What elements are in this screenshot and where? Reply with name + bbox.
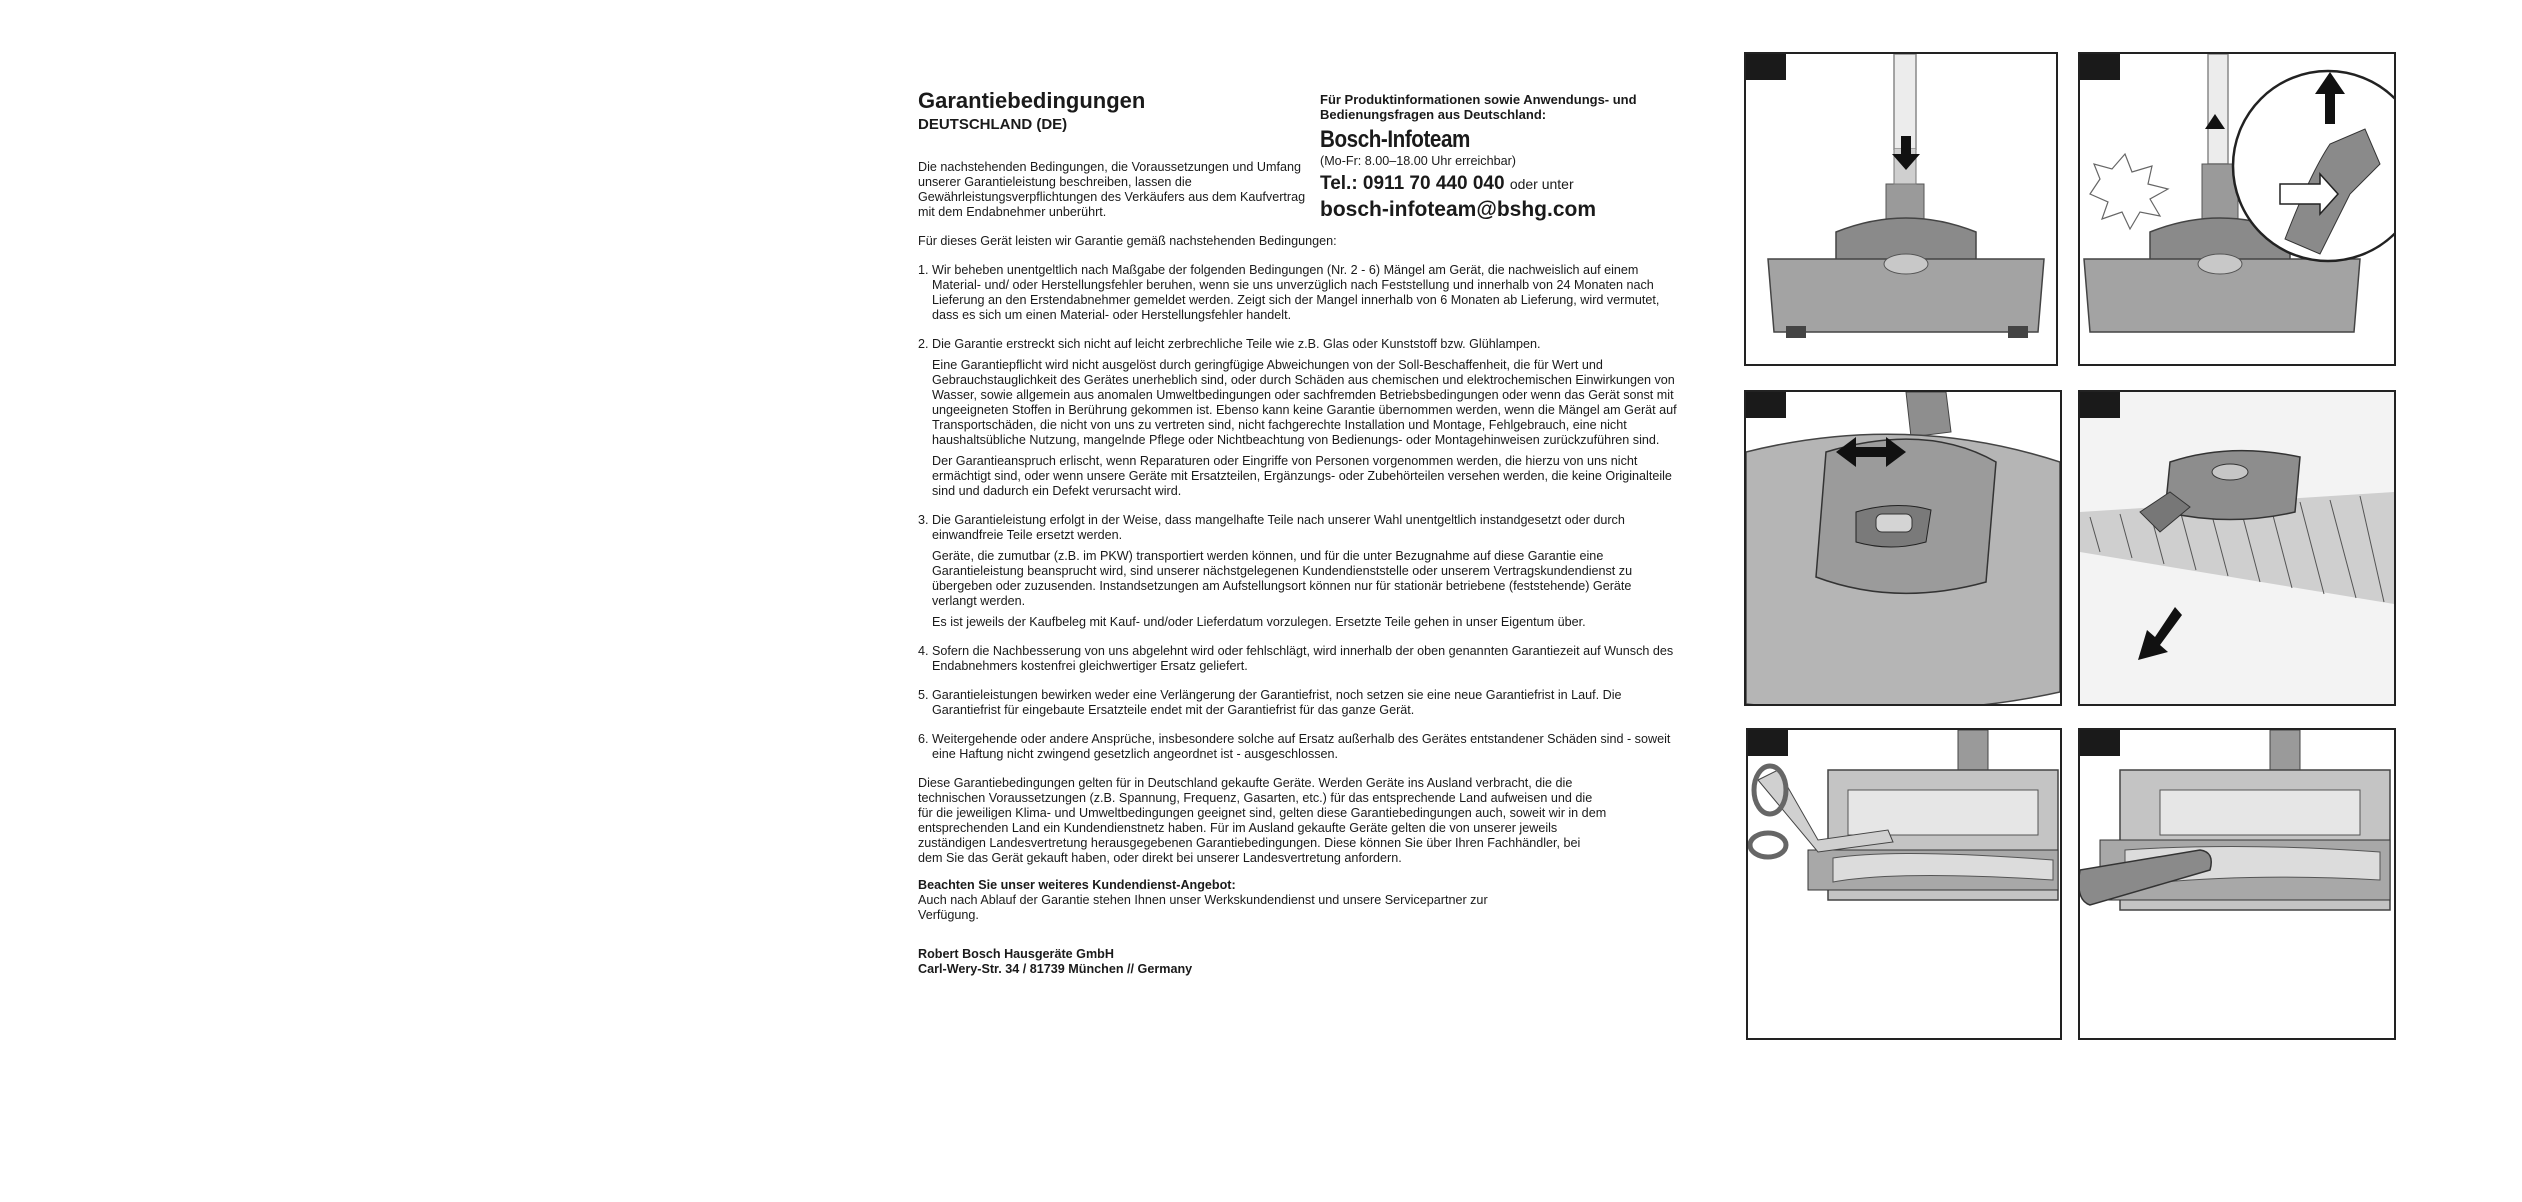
- conditions-list: [918, 263, 1678, 762]
- nozzle-attach-illustration: [1746, 54, 2056, 364]
- condition-number: 3.: [918, 513, 929, 527]
- condition-number: 2.: [918, 337, 929, 351]
- infoteam-lead: Für Produktinformationen sowie Anwendungs- und Bedienungsfragen aus Deutschland:: [1320, 92, 1637, 122]
- cleaning-roller-illustration: [2080, 730, 2394, 1038]
- phone-number: Tel.: 0911 70 440 040: [1320, 173, 1505, 194]
- nozzle-closeup-illustration: [1746, 392, 2060, 704]
- intro-paragraph: Die nachstehenden Bedingungen, die Voraussetzungen und Umfang unserer Garantieleistung beschreiben, lassen die Gewährleistungsverpflichtungen des Verkäufers aus dem Kaufvertrag mit dem Endabnehmer unberührt.: [918, 160, 1306, 219]
- company-address: Carl-Wery-Str. 34 / 81739 München // Germany: [918, 962, 1193, 976]
- condition-number: 4.: [918, 644, 929, 658]
- condition-number: 6.: [918, 732, 929, 746]
- condition-number: 5.: [918, 688, 929, 702]
- carpet-use-illustration: [2080, 392, 2394, 704]
- figure-panel-1: [1744, 52, 2058, 366]
- condition-text: Eine Garantiepflicht wird nicht ausgelöst durch geringfügige Abweichungen von der Soll-Beschaffenheit, die für Wert und Gebrauchstauglichkeit des Gerätes unerheblich sind, oder durch Schäden aus chemischen und elektrochemischen Einwirkungen von Wasser, sowie allgemein aus anomalen Umweltbedingungen oder sachfremden Betriebsbedingungen oder wenn das Gerät sonst mit ungeeigneten Stoffen in Berührung gekommen ist. Ebenso kann keine Garantie übernommen werden, wenn die Mängel am Gerät auf Transportschäden, die nicht von uns zu vertreten sind, nicht fachgerechte Installation und Montage, Fehlgebrauch, eine nicht haushaltsübliche Nutzung, mangelnde Pflege oder Nichtbeachtung von Bedienungs- oder Montagehinweisen zurückzuführen sind.: [932, 358, 1677, 447]
- step-marker: [1744, 390, 1786, 418]
- condition-text: Sofern die Nachbesserung von uns abgelehnt wird oder fehlschlägt, wird innerhalb der oben genannten Garantiezeit auf Wunsch des Endabnehmers kostenfrei gleichwertiger Ersatz geliefert.: [932, 644, 1674, 673]
- step-marker: [2078, 52, 2120, 80]
- condition-1: [918, 263, 1678, 323]
- condition-text: Die Garantieleistung erfolgt in der Weise, dass mangelhafte Teile nach unserer Wahl unentgeltlich instandgesetzt oder durch einwandfreie Teile ersetzt werden.: [932, 513, 1625, 542]
- condition-text: Geräte, die zumutbar (z.B. im PKW) transportiert werden können, und für die unter Bezugnahme auf diese Garantie eine Garantieleistung beansprucht wird, sind unserer nächstgelegenen Kundendienststelle oder unserem Vertragskundendienst zu übergeben oder zuzusenden. Instandsetzungen am Aufstellungsort können nur für stationär betriebene (feststehende) Geräte verlangt werden.: [932, 549, 1633, 608]
- step-marker: [1746, 728, 1788, 756]
- infoteam-email: bosch-infoteam@bshg.com: [1320, 198, 1596, 221]
- infoteam-block: [1320, 92, 1640, 222]
- intro-paragraph-2: Für dieses Gerät leisten wir Garantie gemäß nachstehenden Bedingungen:: [918, 234, 1337, 248]
- step-marker: [2078, 728, 2120, 756]
- figure-panel-3: [1744, 390, 2062, 706]
- figure-panel-2: [2078, 52, 2396, 366]
- infoteam-phone: [1320, 173, 1640, 195]
- service-text: Auch nach Ablauf der Garantie stehen Ihnen unser Werkskundendienst und unsere Servicepartner zur Verfügung.: [918, 893, 1488, 922]
- page-subtitle: DEUTSCHLAND (DE): [918, 116, 1068, 133]
- condition-4: [918, 644, 1678, 674]
- condition-text: Der Garantieanspruch erlischt, wenn Reparaturen oder Eingriffe von Personen vorgenommen werden, die hierzu von uns nicht ermächtigt sind, oder wenn unsere Geräte mit Ersatzteilen, Ergänzungs- oder Zubehörteilen versehen werden, die keine Originalteile sind und dadurch ein Defekt verursacht wird.: [932, 454, 1672, 498]
- condition-3: [918, 513, 1678, 630]
- service-heading: Beachten Sie unser weiteres Kundendienst-Angebot:: [918, 878, 1236, 892]
- condition-6: [918, 732, 1678, 762]
- condition-text: Es ist jeweils der Kaufbeleg mit Kauf- und/oder Lieferdatum vorzulegen. Ersetzte Teile gehen in unser Eigentum über.: [932, 615, 1586, 629]
- cutting-hair-illustration: [1748, 730, 2060, 1038]
- infoteam-brand: Bosch-Infoteam: [1320, 126, 1470, 153]
- condition-text: Garantieleistungen bewirken weder eine Verlängerung der Garantiefrist, noch setzen sie eine neue Garantiefrist in Lauf. Die Garantiefrist für eingebaute Ersatzteile endet mit der Garantiefrist für das ganze Gerät.: [932, 688, 1622, 717]
- figure-panel-4: [2078, 390, 2396, 706]
- nozzle-release-illustration: [2080, 54, 2394, 364]
- company-name: Robert Bosch Hausgeräte GmbH: [918, 947, 1114, 961]
- page-title: Garantiebedingungen: [918, 88, 1146, 113]
- figure-panel-5: [1746, 728, 2062, 1040]
- infoteam-hours: (Mo-Fr: 8.00–18.00 Uhr erreichbar): [1320, 154, 1516, 168]
- condition-5: [918, 688, 1678, 718]
- figure-panel-6: [2078, 728, 2396, 1040]
- condition-2: [918, 337, 1678, 499]
- condition-text: Wir beheben unentgeltlich nach Maßgabe der folgenden Bedingungen (Nr. 2 - 6) Mängel am Gerät, die nachweislich auf einem Material- und/ oder Herstellungsfehler beruhen, wenn sie uns unverzüglich nach Feststellung und innerhalb von 24 Monaten nach Lieferung an den Erstendabnehmer gemeldet werden. Zeigt sich der Mangel innerhalb von 6 Monaten ab Lieferung, wird vermutet, dass es sich um einen Material- oder Herstellungsfehler handelt.: [932, 263, 1660, 322]
- step-marker: [2078, 390, 2120, 418]
- step-marker: [1744, 52, 1786, 80]
- foreign-validity-paragraph: Diese Garantiebedingungen gelten für in Deutschland gekaufte Geräte. Werden Geräte ins Ausland verbracht, die die technischen Voraussetzungen (z.B. Spannung, Frequenz, Gasarten, etc.) für das entsprechende Land aufweisen und die für die jeweiligen Klima- und Umweltbedingungen geeignet sind, gelten diese Garantiebedingungen auch, soweit wir in dem entsprechenden Land ein Kundendienstnetz haben. Für im Ausland gekaufte Geräte gelten die von unserer jeweils zuständigen Landesvertretung herausgegebenen Garantiebedingungen. Diese können Sie über Ihren Fachhändler, bei dem Sie das Gerät gekauft haben, oder direkt bei unserer Landesvertretung anfordern.: [918, 776, 1607, 865]
- burst-icon: [2090, 154, 2168, 229]
- phone-tail: oder unter: [1509, 176, 1574, 192]
- condition-text: Weitergehende oder andere Ansprüche, insbesondere solche auf Ersatz außerhalb des Gerätes entstandener Schäden sind - soweit eine Haftung nicht zwingend gesetzlich angeordnet ist - ausgeschlossen.: [932, 732, 1671, 761]
- condition-number: 1.: [918, 263, 929, 277]
- condition-text: Die Garantie erstreckt sich nicht auf leicht zerbrechliche Teile wie z.B. Glas oder Kunststoff bzw. Glühlampen.: [932, 337, 1541, 351]
